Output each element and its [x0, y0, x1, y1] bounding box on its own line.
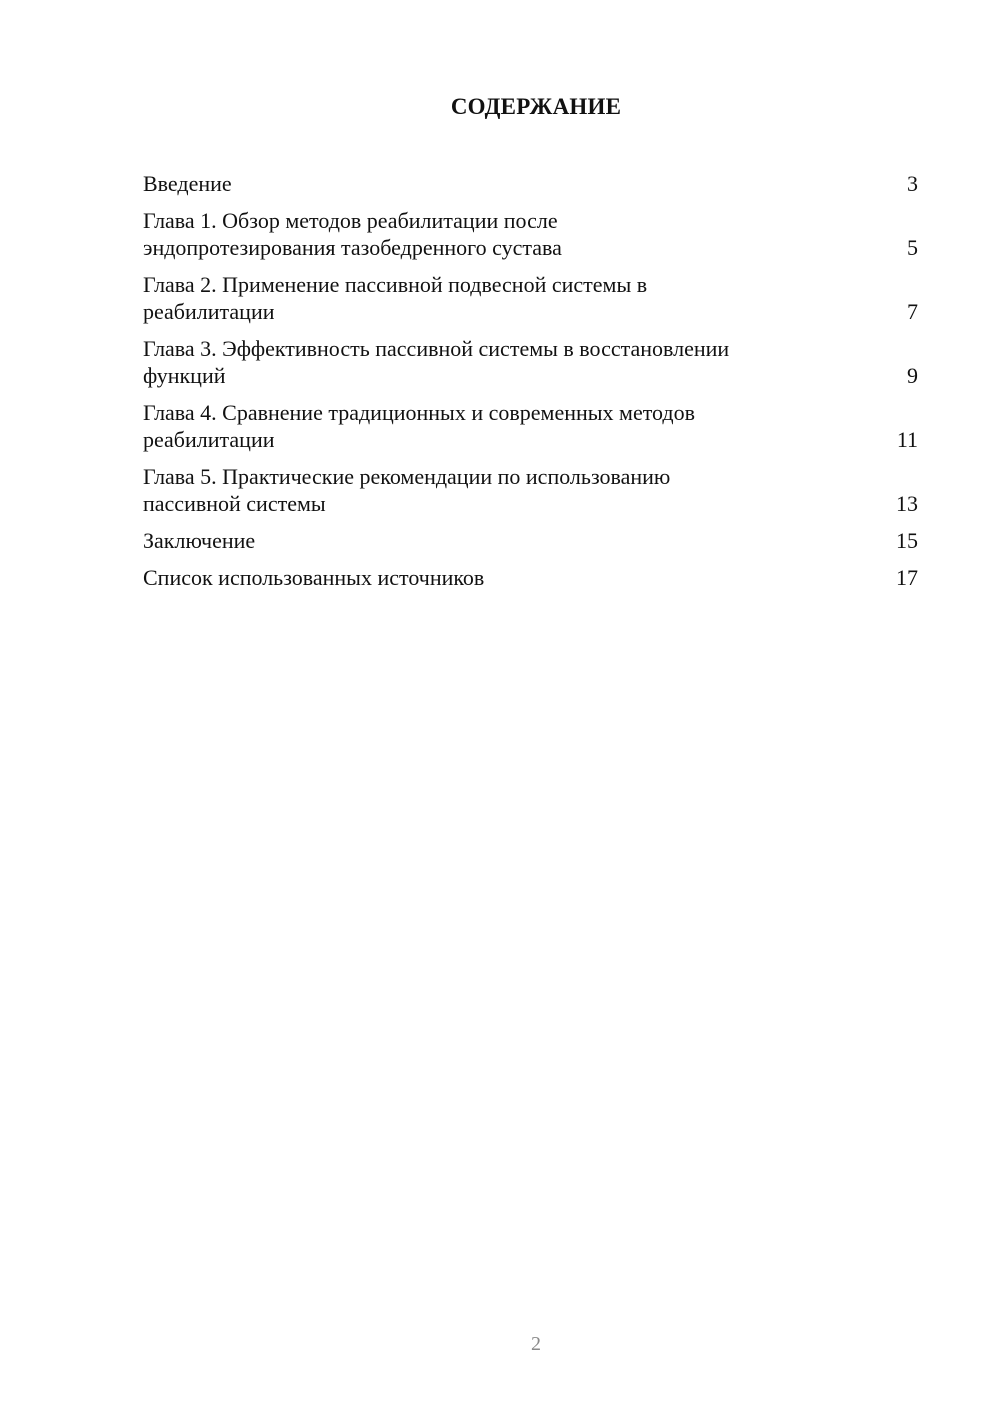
toc-entry-text: Глава 2. Применение пассивной подвесной системы в реабилитации [143, 272, 648, 324]
toc-entry-page: 17 [896, 565, 918, 590]
toc-entry-chapter-1 [143, 207, 918, 261]
toc-entry-chapter-2 [143, 271, 918, 325]
toc-entry-text: Список использованных источников [143, 565, 485, 590]
toc-entry-chapter-3 [143, 335, 918, 389]
toc-entry-text: Введение [143, 171, 232, 196]
table-of-contents [143, 170, 918, 601]
toc-entry-page: 9 [907, 363, 918, 388]
toc-entry-text: Глава 4. Сравнение традиционных и современных методов реабилитации [143, 400, 695, 452]
toc-entry-page: 13 [896, 491, 918, 516]
toc-entry-text: Глава 1. Обзор методов реабилитации после эндопротезирования тазобедренного сустава [143, 208, 562, 260]
toc-entry-page: 5 [907, 235, 918, 260]
toc-entry-page: 7 [907, 299, 918, 324]
toc-entry-text: Заключение [143, 528, 256, 553]
toc-entry-conclusion [143, 527, 918, 554]
toc-entry-introduction [143, 170, 918, 197]
page-number: 2 [531, 1333, 541, 1355]
toc-entry-chapter-4 [143, 399, 918, 453]
page-title: СОДЕРЖАНИЕ [450, 94, 622, 119]
toc-entry-page: 3 [907, 171, 918, 196]
toc-entry-page: 11 [896, 427, 918, 452]
toc-entry-text: Глава 3. Эффективность пассивной системы в восстановлении функций [143, 336, 730, 388]
toc-entry-chapter-5 [143, 463, 918, 517]
toc-entry-text: Глава 5. Практические рекомендации по использованию пассивной системы [143, 464, 671, 516]
toc-entry-references [143, 564, 918, 591]
toc-entry-page: 15 [896, 528, 918, 553]
